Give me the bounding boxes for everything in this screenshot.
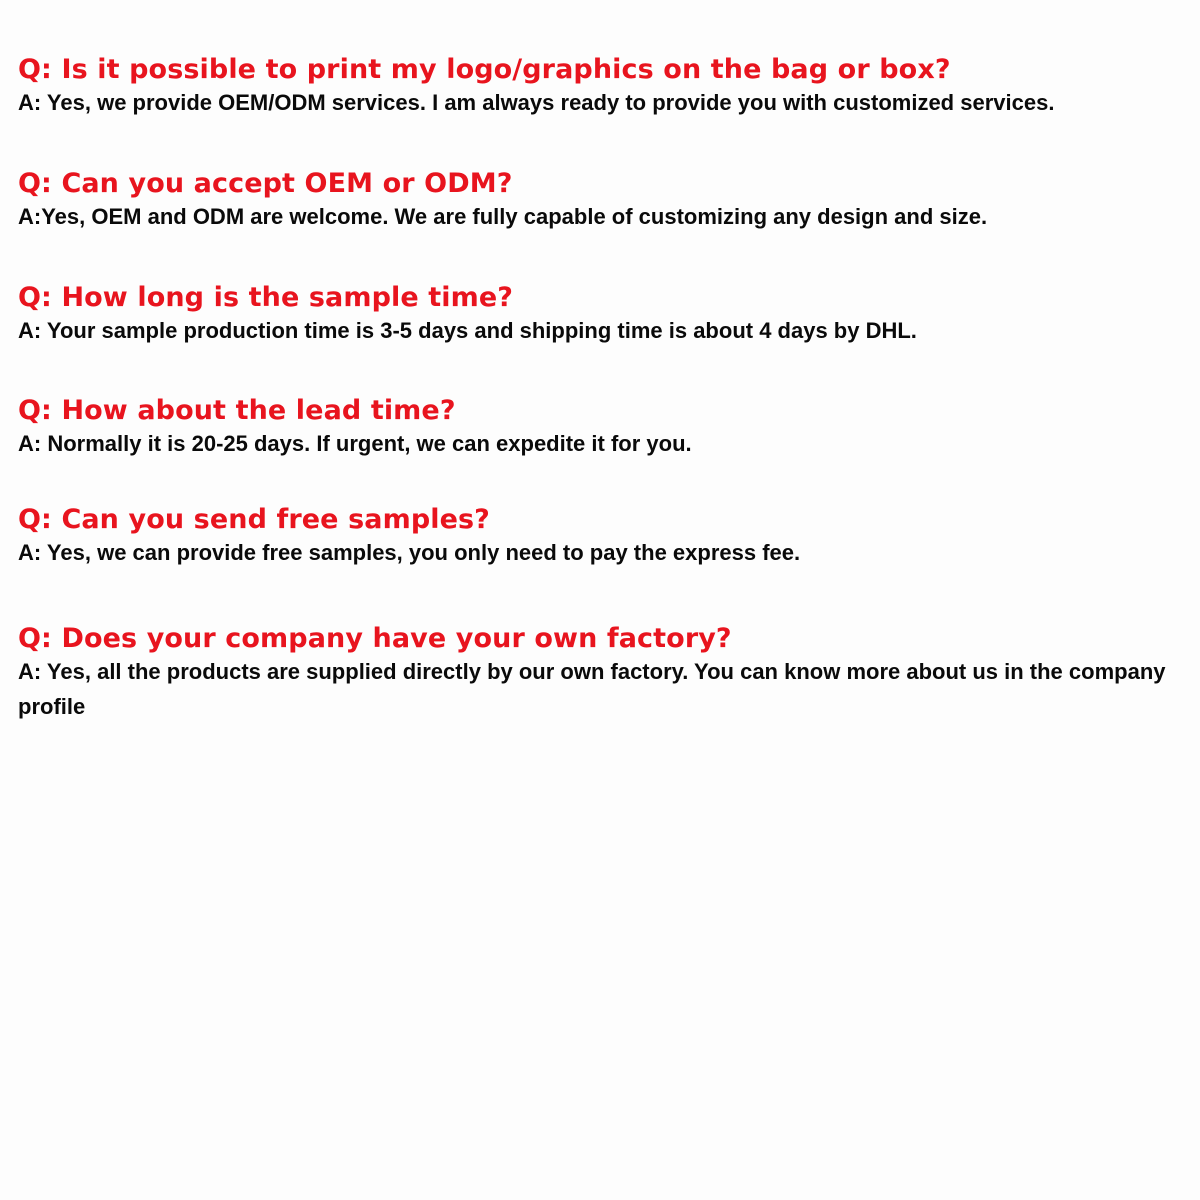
faq-answer: A: Your sample production time is 3-5 days and shipping time is about 4 days by DHL. bbox=[18, 318, 917, 343]
faq-item-sample-time bbox=[18, 282, 1168, 348]
faq-answer: A: Yes, all the products are supplied directly by our own factory. You can know more about us in the company profile bbox=[18, 659, 1166, 719]
faq-question: Q: Can you send free samples? bbox=[18, 504, 490, 535]
faq-answer: A: Yes, we can provide free samples, you only need to pay the express fee. bbox=[18, 540, 801, 565]
faq-answer: A: Normally it is 20-25 days. If urgent, we can expedite it for you. bbox=[18, 431, 692, 456]
faq-item-print-logo bbox=[18, 54, 1168, 120]
faq-question: Q: How about the lead time? bbox=[18, 395, 456, 426]
faq-question: Q: Can you accept OEM or ODM? bbox=[18, 168, 513, 199]
faq-item-lead-time bbox=[18, 395, 1168, 461]
faq-question: Q: How long is the sample time? bbox=[18, 282, 514, 313]
faq-answer: A: Yes, we provide OEM/ODM services. I am always ready to provide you with customized services. bbox=[18, 90, 1055, 115]
faq-answer: A:Yes, OEM and ODM are welcome. We are fully capable of customizing any design and size. bbox=[18, 204, 988, 229]
faq-item-oem-odm bbox=[18, 168, 1168, 234]
faq-item-free-samples bbox=[18, 504, 1168, 570]
faq-question: Q: Is it possible to print my logo/graphics on the bag or box? bbox=[18, 54, 951, 85]
faq-question: Q: Does your company have your own factory? bbox=[18, 623, 732, 654]
faq-item-own-factory bbox=[18, 623, 1168, 724]
